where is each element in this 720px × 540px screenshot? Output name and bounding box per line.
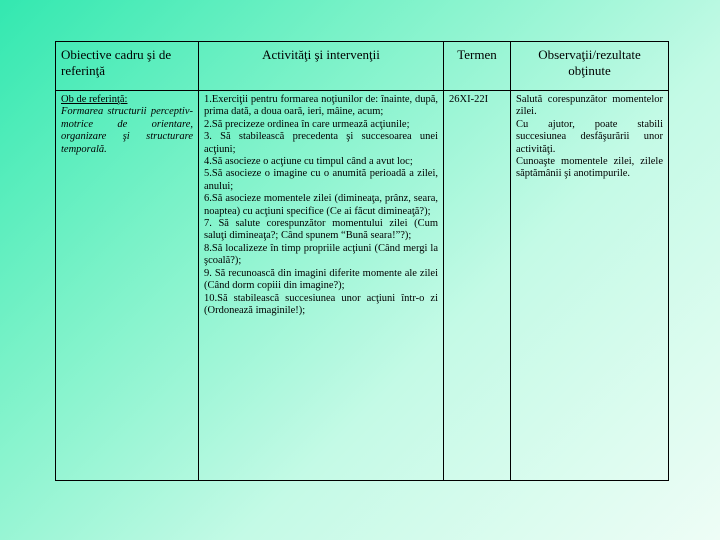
header-term: Termen (444, 42, 511, 91)
observation-item: Cunoaşte momentele zilei, zilele săptămânii şi anotimpurile. (516, 156, 663, 180)
header-objectives: Obiective cadru şi de referinţă (56, 42, 199, 91)
table-row (56, 91, 669, 481)
activities-cell (199, 91, 444, 481)
activity-item: 7. Să salute corespunzător momentului zilei (Cum saluţi dimineaţa?; Când spunem “Bună seara!”?); (204, 218, 438, 242)
objectives-cell (56, 91, 199, 481)
header-observations: Observaţii/rezultate obţinute (511, 42, 669, 91)
objective-text: Formarea structurii perceptiv-motrice de orientare, organizare şi structurare temporală. (61, 106, 193, 155)
activity-item: 6.Să asocieze momentele zilei (dimineaţa, prânz, seara, noaptea) cu acţiuni specifice (Ce ai făcut dimineaţă?); (204, 193, 438, 217)
header-activities: Activităţi şi intervenţii (199, 42, 444, 91)
activity-item: 5.Să asocieze o imagine cu o anumită perioadă a zilei, anului; (204, 168, 438, 192)
header-row (56, 42, 669, 91)
intervention-plan-table (55, 41, 669, 481)
observation-item: Cu ajutor, poate stabili succesiunea desfăşurării unor activităţi. (516, 118, 663, 155)
activity-item: 3. Să stabilească precedenta şi succesoarea unei acţiuni; (204, 131, 438, 155)
activity-item: 9. Să recunoască din imagini diferite momente ale zilei (Când dorm copiii din imagine?); (204, 267, 438, 292)
term-cell: 26XI-22I (444, 91, 511, 481)
observation-item: Salută corespunzător momentelor zilei. (516, 94, 663, 118)
observations-cell (511, 91, 669, 481)
activity-item: 2.Să precizeze ordinea în care urmează acţiunile; (204, 118, 410, 130)
activity-item: 4.Să asocieze o acţiune cu timpul când a avut loc; (204, 156, 413, 168)
activity-item: 8.Să localizeze în timp propriile acţiuni (Când mergi la şcoală?); (204, 242, 438, 267)
objective-label: Ob de referinţă: (61, 94, 128, 105)
activity-item: 10.Să stabilească succesiunea unor acţiuni într-o zi (Ordonează imaginile!); (204, 292, 438, 316)
activity-item: 1.Exerciţii pentru formarea noţiunilor de: înainte, după, prima dată, a doua oară, ieri, mâine, acum; (204, 94, 438, 118)
